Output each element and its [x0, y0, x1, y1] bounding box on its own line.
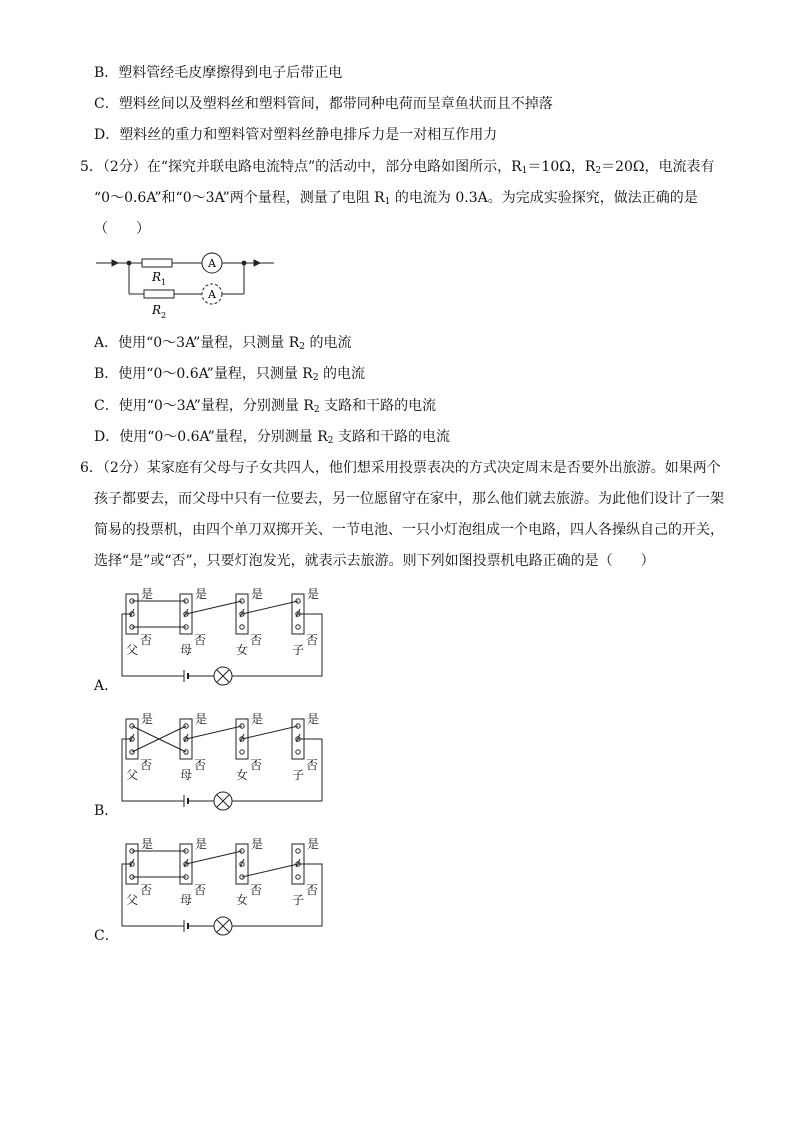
switch-yes-label: 是 [141, 587, 154, 601]
q5-option-a: A．使用“0～3A”量程，只测量 $R_2$ 的电流 [94, 335, 352, 352]
junction-right [242, 261, 247, 266]
q5-stem-line2: “0～0.6A”和“0～3A”两个量程，测量了电阻 $R_1$ 的电流为 0.3A。为完成实验探究，做法正确的是 [94, 190, 698, 207]
switch-person-label: 父 [126, 768, 139, 782]
q4-option-c: C．塑料丝间以及塑料丝和塑料管间，都带同种电荷而呈章鱼状而且不掉落 [94, 96, 553, 112]
switch-yes-label: 是 [195, 837, 208, 851]
switch-person-label: 女 [236, 643, 249, 657]
q6-stem-line1: 6．（2分）某家庭有父母与子女共四人，他们想采用投票表决的方式决定周末是否要外出旅游。如果两个 [80, 460, 721, 476]
q6-option-a-label: A． [94, 678, 119, 694]
q6-stem-line3: 简易的投票机，由四个单刀双掷开关、一节电池、一只小灯泡组成一个电路，四人各操纵自己的开关， [94, 522, 724, 538]
switch-yes-label: 是 [141, 837, 154, 851]
q6-option-b-label: B． [94, 803, 119, 819]
q5-stem-line1: 5．（2分）在“探究并联电路电流特点”的活动中，部分电路如图所示，$R_1=10\Omega$，$R_2=20\Omega$，电流表有 [80, 159, 715, 176]
switch-person-label: 母 [180, 768, 193, 782]
r1-subscript: 1 [161, 278, 167, 287]
switch-no-label: 否 [306, 633, 319, 647]
q6-circuit-option-c [96, 834, 336, 936]
switch-no-label: 否 [140, 758, 153, 772]
q5-stem-line3: （ ） [94, 221, 150, 237]
q6-stem-line4: 选择“是”或“否”，只要灯泡发光，就表示去旅游。则下列如图投票机电路正确的是（ ） [94, 553, 655, 569]
switch-yes-label: 是 [307, 712, 320, 726]
switch-yes-label: 是 [307, 837, 320, 851]
switch-no-label: 否 [140, 883, 153, 897]
q6-circuit-option-a [96, 584, 336, 686]
switch-person-label: 女 [236, 893, 249, 907]
q5-option-b: B．使用“0～0.6A”量程，只测量 $R_2$ 的电流 [94, 366, 366, 383]
switch-no-label: 否 [250, 633, 263, 647]
ammeter-a2-label: A [208, 288, 216, 301]
q6-circuit-option-b [96, 709, 336, 811]
q5-option-c: C．使用“0～3A”量程，分别测量 $R_2$ 支路和干路的电流 [94, 398, 437, 415]
switch-person-label: 女 [236, 768, 249, 782]
switch-yes-label: 是 [251, 587, 264, 601]
switch-yes-label: 是 [307, 587, 320, 601]
switch-person-label: 母 [180, 643, 193, 657]
r1-label: R [152, 270, 162, 284]
switch-yes-label: 是 [195, 712, 208, 726]
switch-person-label: 父 [126, 643, 139, 657]
switch-person-label: 母 [180, 893, 193, 907]
r2-label: R [152, 303, 162, 317]
switch-yes-label: 是 [195, 587, 208, 601]
switch-no-label: 否 [306, 883, 319, 897]
switch-person-label: 子 [292, 768, 305, 782]
switch-no-label: 否 [140, 633, 153, 647]
q6-option-c-label: C． [94, 928, 119, 944]
ammeter-a1-label: A [208, 257, 216, 270]
q4-option-b: B．塑料管经毛皮摩擦得到电子后带正电 [94, 65, 343, 81]
switch-person-label: 子 [292, 643, 305, 657]
switch-person-label: 父 [126, 893, 139, 907]
switch-no-label: 否 [194, 633, 207, 647]
q5-parallel-circuit-diagram [94, 248, 284, 320]
switch-no-label: 否 [194, 883, 207, 897]
r2-subscript: 2 [161, 311, 167, 320]
switch-no-label: 否 [306, 758, 319, 772]
switch-no-label: 否 [250, 883, 263, 897]
q4-option-d: D．塑料丝的重力和塑料管对塑料丝静电排斥力是一对相互作用力 [94, 127, 498, 143]
switch-no-label: 否 [250, 758, 263, 772]
switch-no-label: 否 [194, 758, 207, 772]
switch-yes-label: 是 [141, 712, 154, 726]
junction-left [127, 261, 132, 266]
q5-option-d: D．使用“0～0.6A”量程，分别测量 $R_2$ 支路和干路的电流 [94, 429, 450, 446]
switch-person-label: 子 [292, 893, 305, 907]
q6-stem-line2: 孩子都要去，而父母中只有一位要去，另一位愿留守在家中，那么他们就去旅游。为此他们设计了一架 [94, 491, 724, 507]
switch-yes-label: 是 [251, 837, 264, 851]
switch-yes-label: 是 [251, 712, 264, 726]
